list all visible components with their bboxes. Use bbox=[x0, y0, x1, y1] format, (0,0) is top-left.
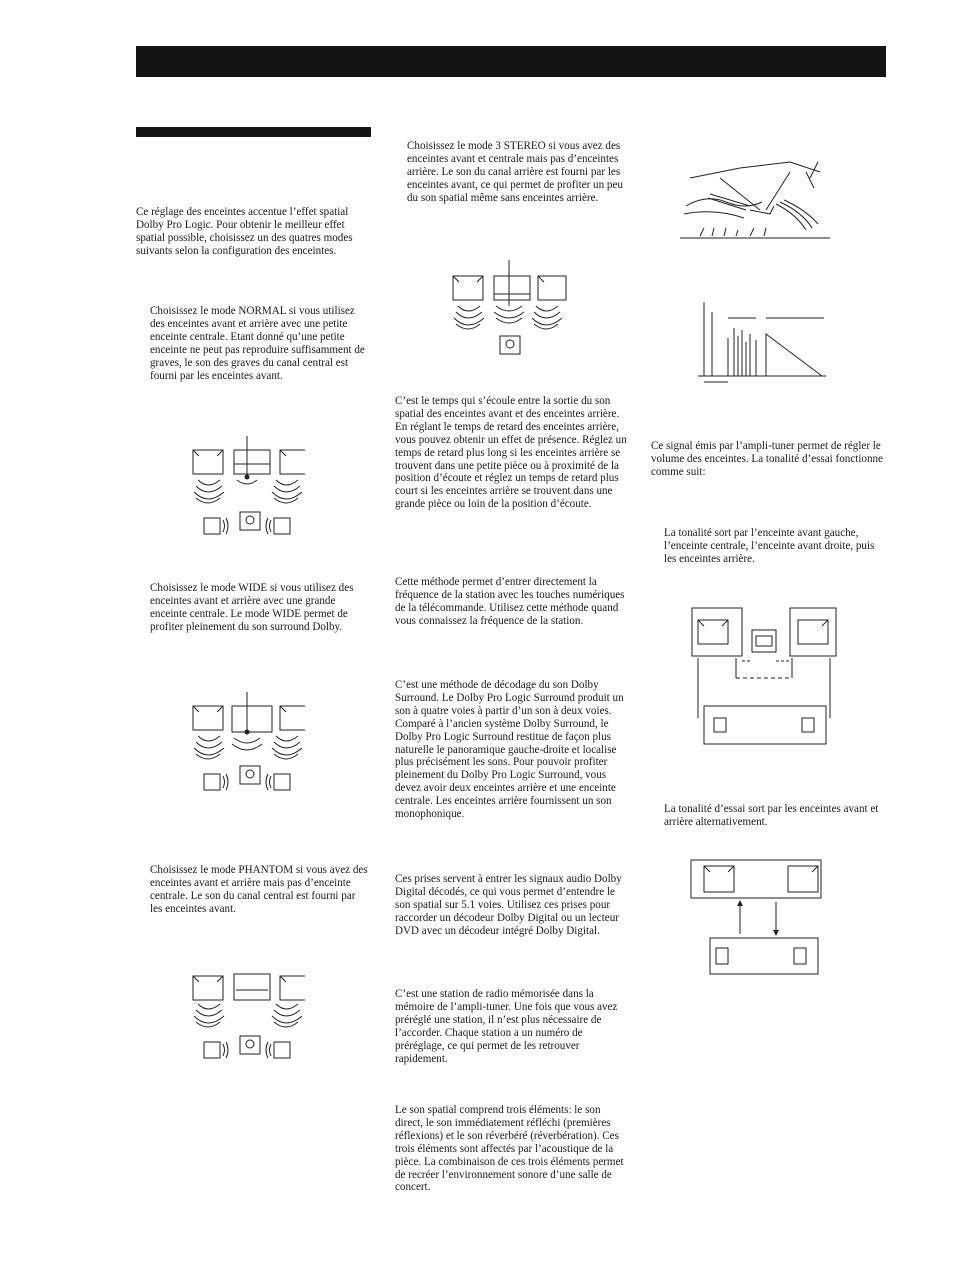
surround-sound-text: Le son spatial comprend trois éléments: le son direct, le son immédiatement réfléchi (premières réflexions) et le son réverbéré (réverbération). Ces trois éléments sont affectés par l’acoustique de la pièce. La combinaison de ces trois éléments permet de recréer l’environnement sonore d’une salle de concert. bbox=[395, 1104, 624, 1194]
speaker-layout-wide-icon bbox=[190, 690, 305, 792]
mode-normal-text: Choisissez le mode NORMAL si vous utilisez des enceintes avant et arrière avec une petite enceinte centrale. Etant donné qu’une petite enceinte ne peut pas reproduire suffisamment de graves, le son des graves du canal central est fourni par les enceintes avant. bbox=[150, 305, 365, 382]
test-tone-prologic-diagram-icon bbox=[690, 606, 840, 748]
pro-logic-text: C’est une méthode de décodage du son Dolby Surround. Le Dolby Pro Logic Surround produit un son à quatre voies à partir d’un son à deux voies. Comparé à l’ancien système Dolby Surround, le Dolby Pro Logic Surround restitue de façon plus naturelle le panoramique gauche-droite et localise plus précisément les sons. Pour pouvoir profiter pleinement du Dolby Pro Logic Surround, vous devez avoir deux enceintes arrière et une enceinte centrale. Les enceintes arrière fournissent un son monophonique. bbox=[395, 679, 624, 821]
speaker-layout-normal-icon bbox=[190, 432, 305, 540]
dolby-digital-jacks-text: Ces prises servent à entrer les signaux audio Dolby Digital décodés, ce qui vous permet d’entendre le son spatial sur 5.1 voies. Utilisez ces prises pour raccorder un décodeur Dolby Digital ou un lecteur DVD avec un décodeur intégré Dolby Digital. bbox=[395, 873, 622, 937]
concert-hall-icon bbox=[680, 158, 830, 248]
test-tone-alternate-diagram-icon bbox=[690, 858, 822, 978]
section-rule bbox=[136, 127, 371, 137]
test-tone-prologic-text: La tonalité sort par l’enceinte avant gauche, l’enceinte centrale, l’enceinte avant droite, puis les enceintes arrière. bbox=[664, 527, 875, 565]
speaker-layout-phantom-icon bbox=[190, 970, 305, 1062]
mode-3stereo-text: Choisissez le mode 3 STEREO si vous avez des enceintes avant et centrale mais pas d’enceintes arrière. Le son du canal arrière est fourni par les enceintes avant, ce qui permet de profiter un peu du son spatial même sans enceintes arrière. bbox=[407, 140, 623, 204]
preset-station-text: C’est une station de radio mémorisée dans la mémoire de l’ampli-tuner. Une fois que vous avez préréglé une station, il n’est plus nécessaire de l’accorder. Chaque station a un numéro de préréglage, ce qui permet de les retrouver rapidement. bbox=[395, 988, 618, 1065]
reverb-graph-icon bbox=[690, 298, 830, 388]
speaker-effect-intro: Ce réglage des enceintes accentue l’effet spatial Dolby Pro Logic. Pour obtenir le meilleur effet spatial possible, choisissez un des quatres modes suivants selon la configuration des enceintes. bbox=[136, 206, 353, 257]
mode-wide-text: Choisissez le mode WIDE si vous utilisez des enceintes avant et arrière avec une grande enceinte centrale. Le mode WIDE permet de profiter pleinement du son surround Dolby. bbox=[150, 582, 354, 633]
test-tone-text: Ce signal émis par l’ampli-tuner permet de régler le volume des enceintes. La tonalité d’essai fonctionne comme suit: bbox=[651, 440, 883, 478]
mode-phantom-text: Choisissez le mode PHANTOM si vous avez des enceintes avant et arrière mais pas d’enceinte centrale. Le son du canal central est fourni par les enceintes avant. bbox=[150, 864, 368, 915]
speaker-layout-3stereo-icon bbox=[450, 258, 570, 360]
header-bar bbox=[136, 46, 886, 77]
rear-delay-text: C’est le temps qui s’écoule entre la sortie du son spatial des enceintes avant et des enceintes arrière. En réglant le temps de retard des enceintes arrière, vous pouvez obtenir un effet de présence. Réglez un temps de retard plus long si les enceintes arrière se trouvent dans une petite pièce ou à proximité de la position d’écoute et réglez un temps de retard plus court si les enceintes arrière se trouvent dans une grande pièce ou loin de la position d’écoute. bbox=[395, 395, 627, 511]
direct-tuning-text: Cette méthode permet d’entrer directement la fréquence de la station avec les touches numériques de la télécommande. Utilisez cette méthode quand vous connaissez la fréquence de la station. bbox=[395, 576, 625, 627]
test-tone-alternate-text: La tonalité d’essai sort par les enceintes avant et arrière alternativement. bbox=[664, 803, 879, 828]
